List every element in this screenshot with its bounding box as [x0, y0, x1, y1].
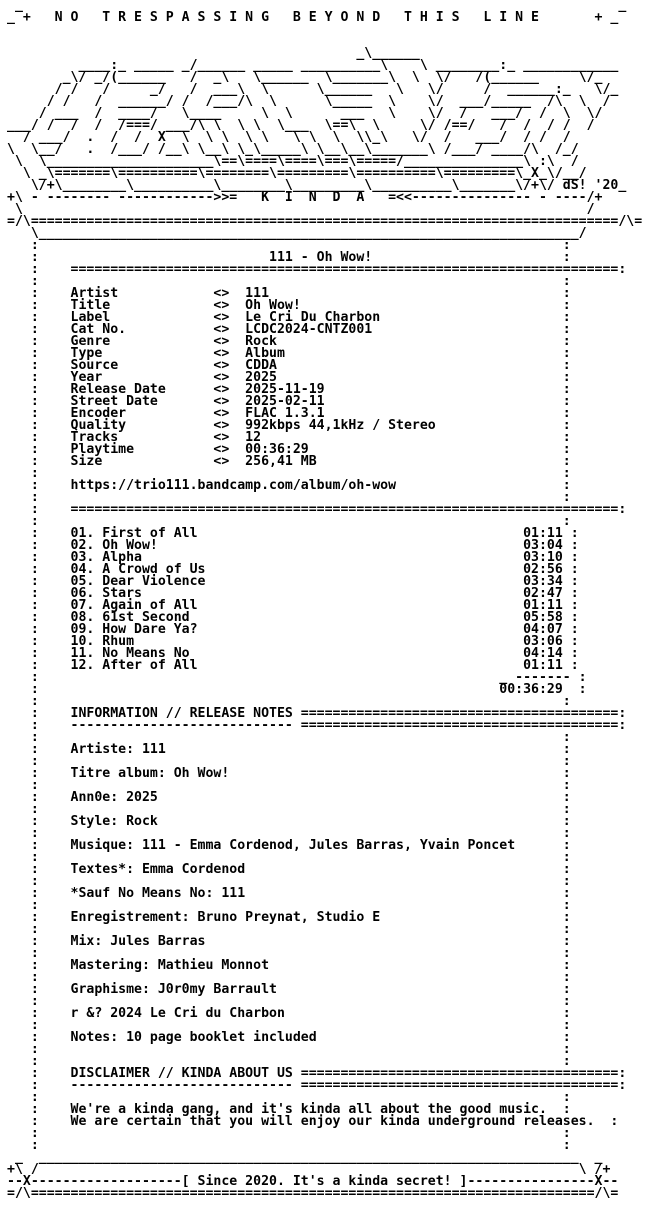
- nfo-line: ____:_ _____ _/______ _____ __________\ \ ________:_ ____________: [7, 58, 643, 73]
- nfo-line: : Size <> 256,41 MB :: [7, 454, 611, 469]
- nfo-line: : Mix: Jules Barras :: [7, 934, 611, 949]
- nfo-line: : Year <> 2025 :: [7, 370, 611, 385]
- nfo-line: : r &? 2024 Le Cri du Charbon :: [7, 1006, 611, 1021]
- nfo-line: : :: [7, 850, 611, 865]
- nfo-line: : :: [7, 802, 611, 817]
- nfo-line: : =====================================================================:: [7, 262, 627, 277]
- nfo-line: : =====================================================================:: [7, 502, 627, 517]
- nfo-line: : :: [7, 946, 611, 961]
- nfo-line: _ ____________________________________________________________________ _: [7, 1150, 611, 1165]
- nfo-line: : Release Date <> 2025-11-19 :: [7, 382, 611, 397]
- nfo-line: : :: [7, 514, 611, 529]
- nfo-line: : Encoder <> FLAC 1.3.1 :: [7, 406, 611, 421]
- nfo-line: : :: [7, 730, 611, 745]
- nfo-line: : ---------------------------- ========================================:: [7, 1078, 627, 1093]
- nfo-line: : Notes: 10 page booklet included :: [7, 1030, 611, 1045]
- nfo-line: : Musique: 111 - Emma Cordenod, Jules Barras, Yvain Poncet :: [7, 838, 611, 853]
- nfo-line: +\ / \ /+: [7, 1162, 611, 1177]
- nfo-line: : 09. How Dare Ya? 04:07 :: [7, 622, 619, 637]
- nfo-line: : 08. 61st Second 05:58 :: [7, 610, 619, 625]
- nfo-line: : Label <> Le Cri Du Charbon :: [7, 310, 611, 325]
- nfo-line: : Artist <> 111 :: [7, 286, 611, 301]
- nfo-line: : INFORMATION // RELEASE NOTES ========================================:: [7, 706, 627, 721]
- nfo-line: --X-------------------[ Since 2020. It's a kinda secret! ]----------------X--: [7, 1174, 619, 1189]
- nfo-line: : 02. Oh Wow! 03:04 :: [7, 538, 619, 553]
- nfo-line: : Mastering: Mathieu Monnot :: [7, 958, 611, 973]
- nfo-line: : 00:36:29 :: [7, 682, 619, 697]
- nfo-line: : 11. No Means No 04:14 :: [7, 646, 619, 661]
- nfo-line: / ___/ . / / X \ \ \ \ \ \ \ \ \\_\ \/ / ___/ / / /: [7, 130, 579, 145]
- nfo-line: : :: [7, 1138, 611, 1153]
- nfo-line: : 05. Dear Violence 03:34 :: [7, 574, 619, 589]
- nfo-line: : :: [7, 754, 611, 769]
- nfo-line: \/+\________\__________\________\_________\__________\_______\/+\/ dS! '20_: [7, 178, 627, 193]
- nfo-line: : 07. Again of All 01:11 :: [7, 598, 619, 613]
- nfo-line: : Genre <> Rock :: [7, 334, 611, 349]
- nfo-line: : 06. Stars 02:47 :: [7, 586, 619, 601]
- nfo-line: : :: [7, 694, 611, 709]
- nfo-line: : We're a kinda gang, and it's kinda all about the good music. :: [7, 1102, 611, 1117]
- nfo-line: : Textes*: Emma Cordenod :: [7, 862, 611, 877]
- nfo-line: \____________________________________________________________________/: [7, 226, 619, 241]
- nfo-line: : 04. A Crowd of Us 02:56 :: [7, 562, 619, 577]
- nfo-line: _\______: [7, 46, 635, 61]
- nfo-line: : 01. First of All 01:11 :: [7, 526, 619, 541]
- nfo-line: : :: [7, 1090, 611, 1105]
- nfo-line: : Street Date <> 2025-02-11 :: [7, 394, 611, 409]
- nfo-line: : 111 - Oh Wow! :: [7, 250, 611, 265]
- nfo-line: : We are certain that you will enjoy our kinda underground releases. :: [7, 1114, 619, 1129]
- nfo-line: =/\==========================================================================/\=: [7, 214, 643, 229]
- nfo-line: : Ann0e: 2025 :: [7, 790, 611, 805]
- nfo-line: / / / ______/ / /___/\ \ \_____ \ \/ ___/_____ /\ \ /: [7, 94, 619, 109]
- nfo-line: : Cat No. <> LCDC2024-CNTZ001 :: [7, 322, 611, 337]
- nfo-line: =/\=======================================================================/\=: [7, 1186, 619, 1201]
- nfo-line: : Playtime <> 00:36:29 :: [7, 442, 611, 457]
- nfo-line: _ + N O T R E S P A S S I N G B E Y O N D T H I S L I N E + _: [7, 10, 619, 25]
- nfo-line: : :: [7, 1126, 611, 1141]
- nfo-line: / / / _/ / ___\ \ \______ \ \/ / ______:_ \/_: [7, 82, 627, 97]
- nfo-line: : :: [7, 874, 611, 889]
- nfo-line: : :: [7, 1018, 611, 1033]
- nfo-line: : Graphisme: J0r0my Barrault :: [7, 982, 611, 997]
- nfo-line: : Artiste: 111 :: [7, 742, 611, 757]
- nfo-line: _ _: [7, 0, 635, 13]
- nfo-line: : Enregistrement: Bruno Preynat, Studio E :: [7, 910, 611, 925]
- nfo-line: : :: [7, 1042, 611, 1057]
- nfo-line: : 12. After of All 01:11 :: [7, 658, 619, 673]
- nfo-line: : Source <> CDDA :: [7, 358, 611, 373]
- nfo-line: : :: [7, 490, 611, 505]
- nfo-line: ___/ / / / /===/ ___/\ \ \ \ \___ \==\ \ \/ /==/ / / / / /: [7, 118, 603, 133]
- nfo-line: : :: [7, 238, 611, 253]
- nfo-line: : :: [7, 466, 611, 481]
- nfo-line: : 03. Alpha 03:10 :: [7, 550, 619, 565]
- nfo-line: / ___ / ____/ \____ \ \ ___ \ \/ / ___/ / \ \/: [7, 106, 619, 121]
- nfo-line: : Tracks <> 12 :: [7, 430, 611, 445]
- nfo-line: \ \__/ . /___/ /__\ \__\ \_\_____\ \__\__\_______\ /___/ ____/\ /_/: [7, 142, 587, 157]
- nfo-line: : :: [7, 922, 611, 937]
- nfo-line: \ \_____________________\==\====\====\===\=====/_______________\ :\ /: [7, 154, 595, 169]
- nfo-line: : Type <> Album :: [7, 346, 611, 361]
- nfo-line: : *Sauf No Means No: 111 :: [7, 886, 611, 901]
- nfo-line: : :: [7, 778, 611, 793]
- nfo-line: : :: [7, 994, 611, 1009]
- nfo-line: : https://trio111.bandcamp.com/album/oh-wow :: [7, 478, 611, 493]
- nfo-line: : _ ------- :: [7, 670, 619, 685]
- nfo-line: : :: [7, 826, 611, 841]
- nfo-line: : :: [7, 1054, 611, 1069]
- nfo-line: : DISCLAIMER // KINDA ABOUT US ========================================:: [7, 1066, 627, 1081]
- nfo-line: : :: [7, 274, 611, 289]
- nfo-line: _\/ _/(______ / _\ \______ \_______\ \ \/ /(______ \/_: [7, 70, 619, 85]
- nfo-line: : :: [7, 970, 611, 985]
- nfo-line: : ---------------------------- ========================================:: [7, 718, 627, 733]
- nfo-text: [7, 0, 655, 1212]
- nfo-line: : :: [7, 898, 611, 913]
- nfo-line: : Quality <> 992kbps 44,1kHz / Stereo :: [7, 418, 611, 433]
- nfo-line: \ /: [7, 202, 611, 217]
- nfo-line: : Title <> Oh Wow! :: [7, 298, 611, 313]
- nfo-line: : 10. Rhum 03:06 :: [7, 634, 619, 649]
- nfo-line: +\ - -------- ------------>>= K I N D A =<<--------------- - ----/+: [7, 190, 603, 205]
- nfo-line: : Style: Rock :: [7, 814, 611, 829]
- nfo-line: : Titre album: Oh Wow! :: [7, 766, 611, 781]
- nfo-line: \ _\=======\==========\========\=========\==========\=========\_X_\/__/: [7, 166, 595, 181]
